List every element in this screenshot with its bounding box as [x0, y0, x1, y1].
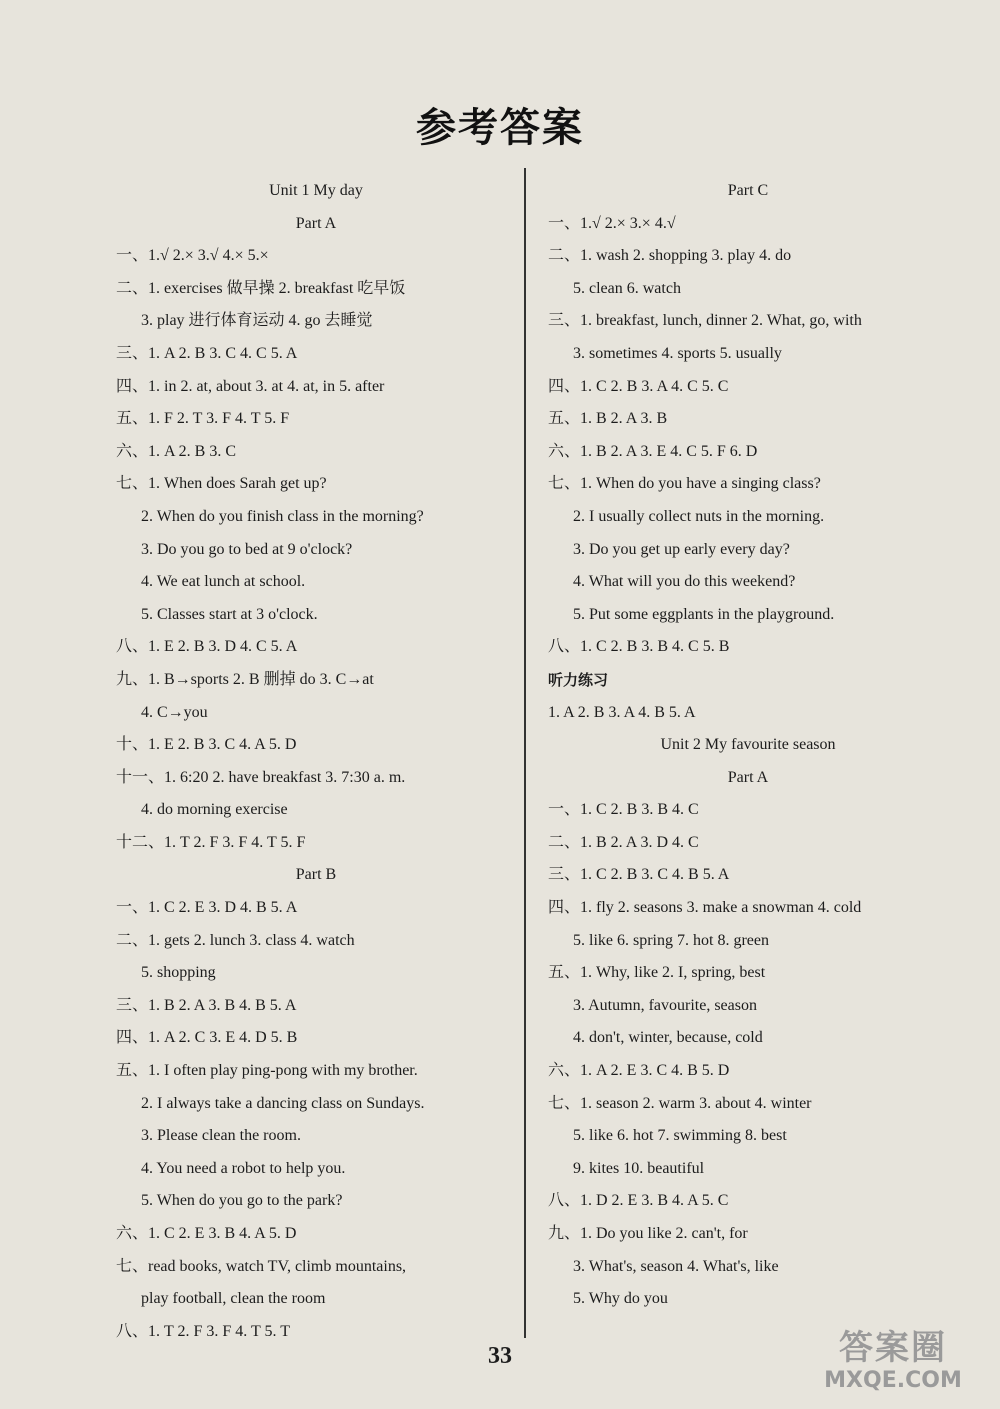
answer-line: 五、1. F 2. T 3. F 4. T 5. F: [116, 410, 290, 428]
answer-line: 3. Do you get up early every day?: [573, 540, 790, 558]
answer-line: 三、1. breakfast, lunch, dinner 2. What, go, with: [548, 312, 862, 330]
answer-line: 二、1. exercises 做早操 2. breakfast 吃早饭: [116, 279, 406, 297]
answer-line: Unit 1 My day: [269, 182, 363, 199]
answer-line: 5. like 6. spring 7. hot 8. green: [573, 931, 769, 949]
answer-line: 3. sometimes 4. sports 5. usually: [573, 344, 782, 362]
answer-line: play football, clean the room: [141, 1290, 326, 1308]
answer-line: 八、1. T 2. F 3. F 4. T 5. T: [116, 1322, 290, 1340]
answer-line: 一、1. C 2. B 3. B 4. C: [548, 801, 699, 819]
answer-line: Part C: [727, 182, 769, 199]
answer-line: 一、1.√ 2.× 3.√ 4.× 5.×: [116, 247, 269, 265]
answer-line: 二、1. B 2. A 3. D 4. C: [548, 833, 699, 851]
answer-line: 八、1. E 2. B 3. D 4. C 5. A: [116, 638, 298, 656]
answer-line: 八、1. D 2. E 3. B 4. A 5. C: [548, 1192, 729, 1210]
answer-line: 5. Classes start at 3 o'clock.: [141, 605, 318, 623]
watermark-logo: [798, 1327, 988, 1397]
answer-line: 二、1. wash 2. shopping 3. play 4. do: [548, 247, 792, 265]
answer-line: 三、1. B 2. A 3. B 4. B 5. A: [116, 996, 297, 1014]
answer-line: 二、1. gets 2. lunch 3. class 4. watch: [116, 931, 355, 949]
answer-line: 十二、1. T 2. F 3. F 4. T 5. F: [116, 833, 306, 851]
answer-line: 3. Autumn, favourite, season: [573, 996, 757, 1014]
answer-line: 六、1. A 2. E 3. C 4. B 5. D: [548, 1062, 730, 1080]
answer-line: 五、1. I often play ping-pong with my brother.: [116, 1062, 418, 1080]
answer-line: Unit 2 My favourite season: [660, 736, 836, 754]
answer-line: 四、1. fly 2. seasons 3. make a snowman 4. cold: [548, 899, 862, 917]
answer-line: Part A: [727, 768, 769, 786]
answer-line: 九、1. Do you like 2. can't, for: [548, 1225, 748, 1242]
answer-line: Part B: [295, 866, 337, 884]
answer-line: 六、1. B 2. A 3. E 4. C 5. F 6. D: [548, 442, 758, 460]
page-number: 33: [488, 1343, 512, 1369]
answer-line: 四、1. in 2. at, about 3. at 4. at, in 5. after: [116, 377, 385, 395]
answer-line: 5. Why do you: [573, 1290, 668, 1308]
answer-line: 四、1. A 2. C 3. E 4. D 5. B: [116, 1029, 298, 1047]
answer-line: 七、1. season 2. warm 3. about 4. winter: [548, 1094, 812, 1112]
answer-line: 十、1. E 2. B 3. C 4. A 5. D: [116, 736, 297, 754]
answer-line: 四、1. C 2. B 3. A 4. C 5. C: [548, 377, 729, 395]
answer-line: 八、1. C 2. B 3. B 4. C 5. B: [548, 638, 730, 656]
answer-line: 5. clean 6. watch: [573, 279, 681, 297]
answer-line: 4. don't, winter, because, cold: [573, 1029, 763, 1047]
answer-line: 5. Put some eggplants in the playground.: [573, 605, 835, 623]
answer-line: 三、1. A 2. B 3. C 4. C 5. A: [116, 344, 298, 362]
answer-line: 3. What's, season 4. What's, like: [573, 1257, 779, 1275]
answer-line: 4. We eat lunch at school.: [141, 573, 306, 591]
column-divider: [524, 168, 526, 1338]
answer-line: 3. Do you go to bed at 9 o'clock?: [141, 540, 353, 558]
answer-line: 六、1. A 2. B 3. C: [116, 442, 237, 460]
right-answer-column: [548, 175, 948, 1316]
answer-line: 9. kites 10. beautiful: [573, 1159, 705, 1177]
answer-line: 3. play 进行体育运动 4. go 去睡觉: [141, 312, 373, 330]
answer-line: 5. shopping: [141, 964, 216, 982]
answer-line: 五、1. Why, like 2. I, spring, best: [548, 964, 766, 982]
watermark-logo-text: 答案圈: [839, 1328, 947, 1368]
answer-line: 4. C→you: [141, 703, 208, 721]
answer-line: 一、1. C 2. E 3. D 4. B 5. A: [116, 899, 298, 917]
answer-line: 七、1. When does Sarah get up?: [116, 475, 327, 493]
answer-line: 2. I always take a dancing class on Sundays.: [141, 1094, 425, 1112]
answer-line: 3. Please clean the room.: [141, 1127, 301, 1145]
answer-line: 5. like 6. hot 7. swimming 8. best: [573, 1127, 787, 1145]
answer-line: 4. What will you do this weekend?: [573, 573, 796, 591]
answer-line: 七、read books, watch TV, climb mountains,: [116, 1257, 407, 1275]
answer-line: 听力练习: [548, 670, 609, 689]
watermark-url: MXQE.COM: [824, 1368, 962, 1393]
answer-line: 七、1. When do you have a singing class?: [548, 475, 821, 493]
answer-line: 十一、1. 6:20 2. have breakfast 3. 7:30 a. m.: [116, 768, 406, 786]
answer-line: Part A: [295, 214, 337, 232]
answer-line: 五、1. B 2. A 3. B: [548, 410, 668, 428]
answer-line: 1. A 2. B 3. A 4. B 5. A: [548, 703, 696, 721]
answer-line: 一、1.√ 2.× 3.× 4.√: [548, 214, 676, 232]
answer-line: 2. When do you finish class in the morning?: [141, 507, 424, 525]
left-answer-column: [116, 175, 516, 1348]
answer-line: 4. do morning exercise: [141, 801, 288, 819]
answer-line: 2. I usually collect nuts in the morning.: [573, 507, 825, 525]
page-title: 参考答案: [416, 105, 584, 151]
answer-line: 九、1. B→sports 2. B 删掉 do 3. C→at: [116, 670, 374, 688]
answer-line: 三、1. C 2. B 3. C 4. B 5. A: [548, 866, 730, 884]
answer-line: 4. You need a robot to help you.: [141, 1159, 346, 1177]
answer-line: 5. When do you go to the park?: [141, 1192, 343, 1210]
answer-line: 六、1. C 2. E 3. B 4. A 5. D: [116, 1225, 297, 1242]
